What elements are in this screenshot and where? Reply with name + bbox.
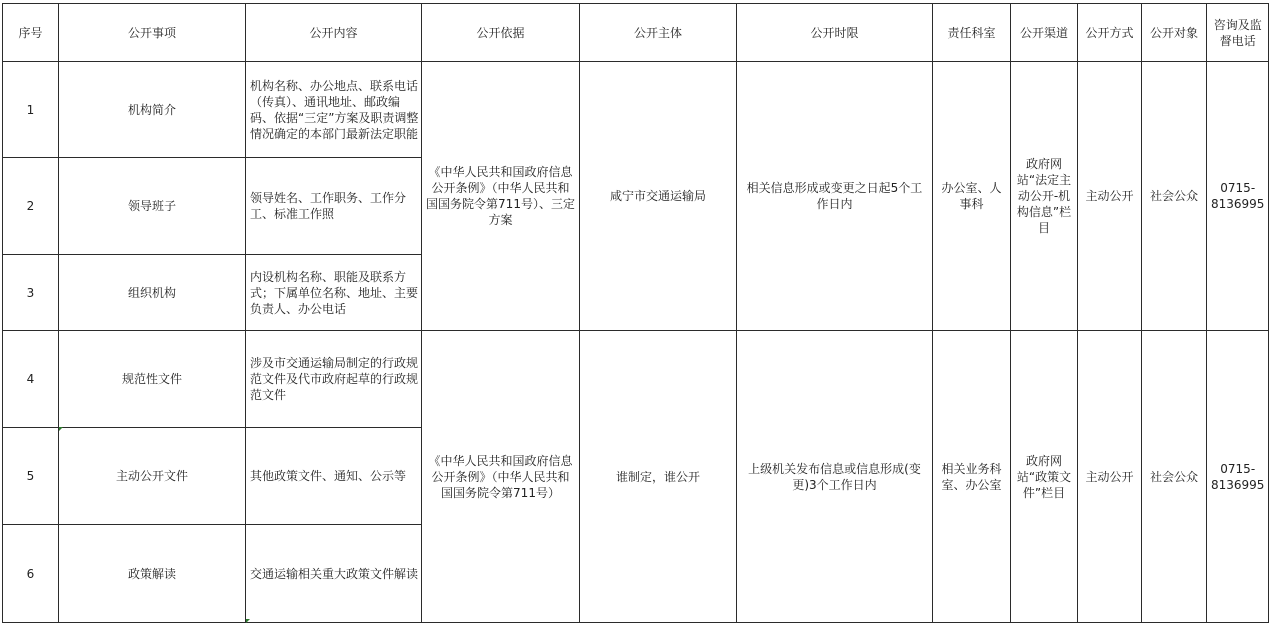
disclosure-channel: 政府网站“法定主动公开-机构信息”栏目: [1011, 62, 1078, 331]
disclosure-item: 政策解读: [59, 525, 246, 623]
row-number: 4: [3, 331, 59, 428]
disclosure-table: [2, 3, 1269, 623]
header-cell: 公开内容: [246, 4, 422, 62]
disclosure-audience: 社会公众: [1142, 331, 1207, 623]
header-cell: 公开对象: [1142, 4, 1207, 62]
disclosure-method: 主动公开: [1078, 331, 1142, 623]
disclosure-time-limit: 上级机关发布信息或信息形成(变更)3个工作日内: [737, 331, 933, 623]
header-cell: 公开渠道: [1011, 4, 1078, 62]
row-number: 3: [3, 255, 59, 331]
disclosure-content: 涉及市交通运输局制定的行政规范文件及代市政府起草的行政规范文件: [246, 331, 422, 428]
disclosure-content: 其他政策文件、通知、公示等: [246, 428, 422, 525]
disclosure-subject: 谁制定，谁公开: [580, 331, 737, 623]
disclosure-item: 主动公开文件: [59, 428, 246, 525]
disclosure-content: 交通运输相关重大政策文件解读: [246, 525, 422, 623]
header-cell: 公开依据: [422, 4, 580, 62]
disclosure-channel: 政府网站“政策文件”栏目: [1011, 331, 1078, 623]
disclosure-method: 主动公开: [1078, 62, 1142, 331]
header-cell: 责任科室: [933, 4, 1011, 62]
header-cell: 序号: [3, 4, 59, 62]
disclosure-item: 组织机构: [59, 255, 246, 331]
responsible-department: 相关业务科室、办公室: [933, 331, 1011, 623]
row-number: 6: [3, 525, 59, 623]
disclosure-item: 机构简介: [59, 62, 246, 158]
header-cell: 公开主体: [580, 4, 737, 62]
responsible-department: 办公室、人事科: [933, 62, 1011, 331]
disclosure-audience: 社会公众: [1142, 62, 1207, 331]
contact-phone: 0715-8136995: [1207, 331, 1269, 623]
header-cell: 公开事项: [59, 4, 246, 62]
disclosure-content: 内设机构名称、职能及联系方式；下属单位名称、地址、主要负责人、办公电话: [246, 255, 422, 331]
contact-phone: 0715-8136995: [1207, 62, 1269, 331]
header-cell: 公开时限: [737, 4, 933, 62]
header-cell: 公开方式: [1078, 4, 1142, 62]
comment-marker-icon: [59, 427, 63, 431]
disclosure-subject: 咸宁市交通运输局: [580, 62, 737, 331]
comment-marker-icon: [246, 619, 250, 623]
disclosure-item: 领导班子: [59, 158, 246, 255]
header-row: [3, 4, 1269, 62]
disclosure-content: 机构名称、办公地点、联系电话（传真）、通讯地址、邮政编码、依据“三定”方案及职责调整情况确定的本部门最新法定职能: [246, 62, 422, 158]
disclosure-content: 领导姓名、工作职务、工作分工、标准工作照: [246, 158, 422, 255]
table-row: [3, 62, 1269, 158]
disclosure-item: 规范性文件: [59, 331, 246, 428]
disclosure-basis: 《中华人民共和国政府信息公开条例》（中华人民共和国国务院令第711号）: [422, 331, 580, 623]
row-number: 1: [3, 62, 59, 158]
table-row: [3, 331, 1269, 428]
row-number: 2: [3, 158, 59, 255]
disclosure-time-limit: 相关信息形成或变更之日起5个工作日内: [737, 62, 933, 331]
header-cell: 咨询及监督电话: [1207, 4, 1269, 62]
disclosure-basis: 《中华人民共和国政府信息公开条例》（中华人民共和国国务院令第711号）、三定方案: [422, 62, 580, 331]
row-number: 5: [3, 428, 59, 525]
